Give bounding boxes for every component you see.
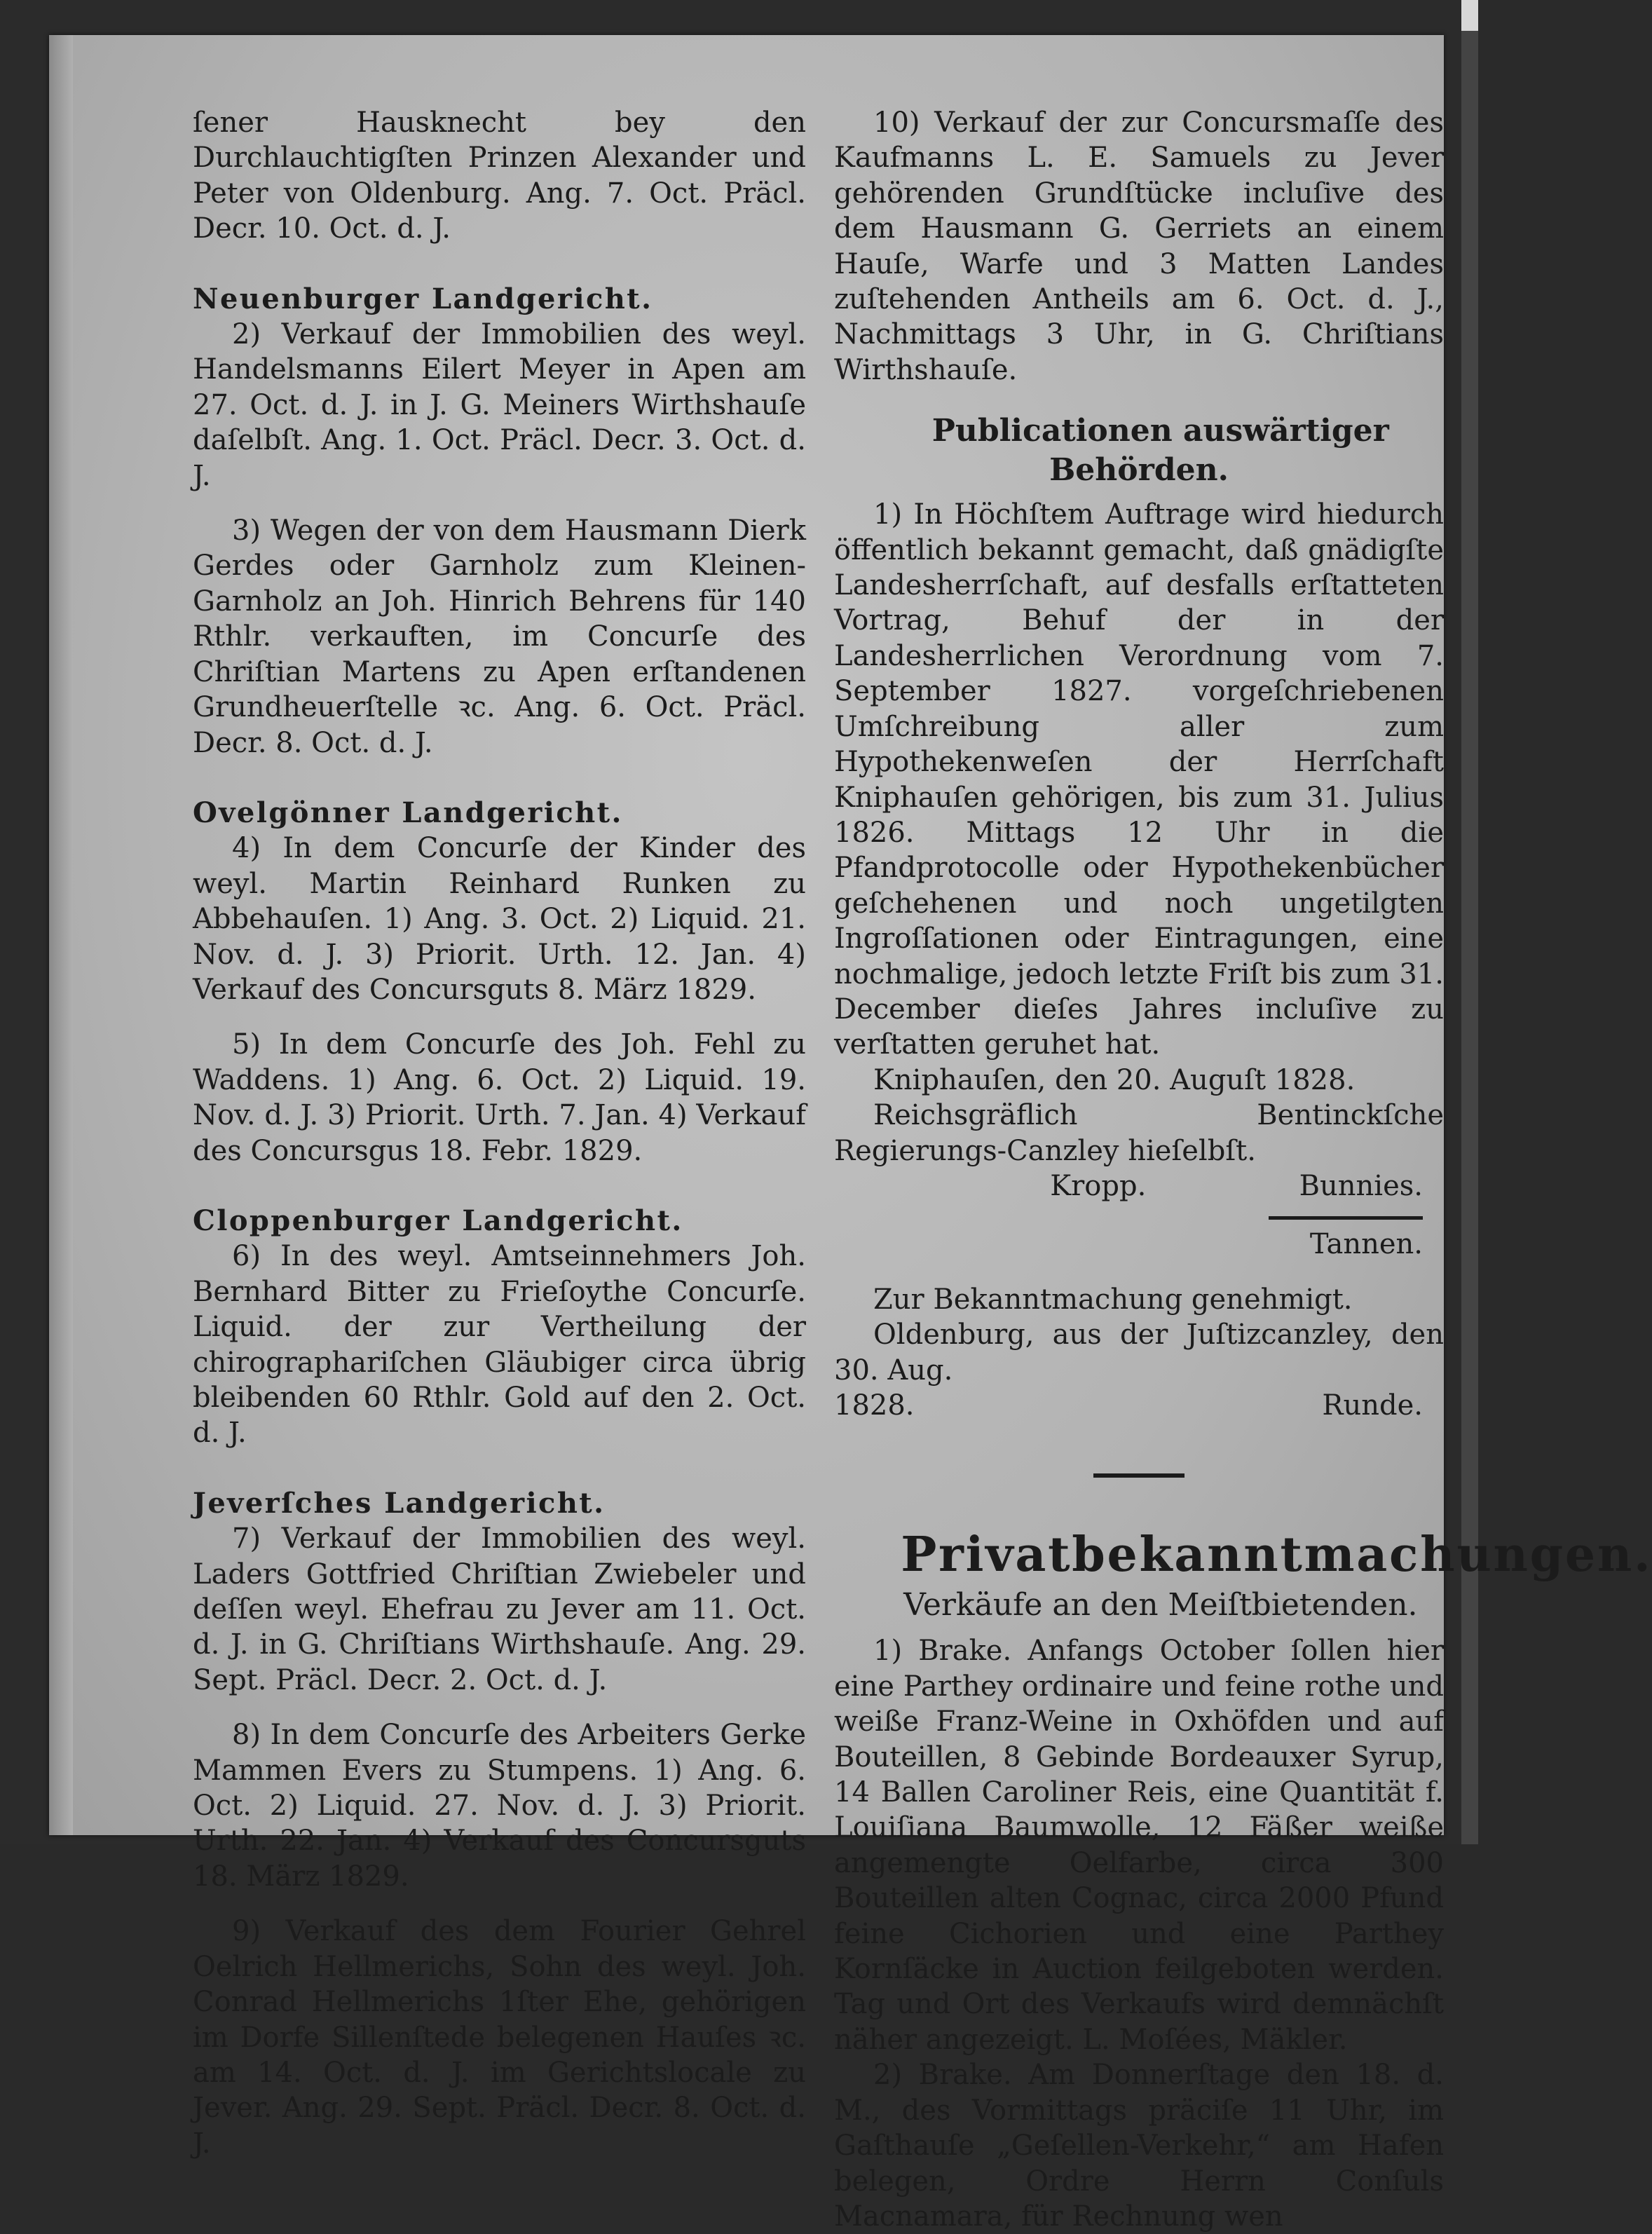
signer-bunnies: Bunnies. <box>1299 1169 1423 1202</box>
paragraph-2: 2) Verkauf der Immobilien des weyl. Handelsmanns Eilert Meyer in Apen am 27. Oct. d. J. in J. G. Meiners Wirthshauſe daſelbſt. Ang. 1. Oct. Präcl. Decr. 3. Oct. d. J. <box>193 318 806 492</box>
signature-rule <box>1269 1216 1423 1220</box>
paragraph-7: 7) Verkauf der Immobilien des weyl. Laders Gottfried Chriſtian Zwiebeler und deſſen weyl. Ehefrau zu Jever am 11. Oct. d. J. in G. Chriſtians Wirthshauſe. Ang. 29. Sept. Präcl. Decr. 2. Oct. d. J. <box>193 1523 806 1696</box>
private-announcements-heading: Privatbekanntmachungen. <box>901 1527 1652 1583</box>
private-paragraph-1: 1) Brake. Anfangs October ſollen hier eine Parthey ordinaire und feine rothe und weiße Franz-Weine in Oxhöfden und auf Bouteillen, 8 Gebinde Bordeauxer Syrup, 14 Ballen Caroliner Reis, eine Quantität f. Louiſiana Baumwolle, 12 Fäßer weiße angemengte Oelfarbe, circa 300 Bouteillen alten Cognac, circa 2000 Pfund feine Cichorien und eine Parthey Kornſäcke in Auction feilgeboten werden. Tag und Ort des Verkaufs wird demnächſt näher angezeigt. L. Moſées, Mäkler. <box>834 1635 1444 2056</box>
paragraph-5: 5) In dem Concurſe des Joh. Fehl zu Waddens. 1) Ang. 6. Oct. 2) Liquid. 19. Nov. d. J. 3) Priorit. Urth. 7. Jan. 4) Verkauf des Concursgus 18. Febr. 1829. <box>193 1028 806 1167</box>
paragraph-3: 3) Wegen der von dem Hausmann Dierk Gerdes oder Garnholz zum Kleinen-Garnholz an Joh. Hinrich Behrens für 140 Rthlr. verkauften, im Concurſe des Chriſtian Martens zu Apen erſtandenen Grundheuerſtelle ꝛc. Ang. 6. Oct. Präcl. Decr. 8. Oct. d. J. <box>193 515 806 759</box>
paper-binding-edge <box>49 35 73 1835</box>
signer-tannen: Tannen. <box>1309 1228 1423 1261</box>
publication-paragraph: 1) In Höchſtem Auftrage wird hiedurch öffentlich bekannt gemacht, daß gnädigſte Landesherrſchaft, auf desfalls erſtatteten Vortrag, Behuf der in der Landesherrlichen Verordnung vom 7. September 1827. vorgeſchriebenen Umſchreibung aller zum Hypothekenweſen der Herrſchaft Kniphauſen gehörigen, bis zum 31. Julius 1826. Mittags 12 Uhr in die Pfandprotocolle oder Hypothekenbücher geſchehenen und noch ungetilgten Ingroſſationen oder Eintragungen, eine nochmalige, jedoch letzte Friſt bis zum 31. December dieſes Jahres incluſive zu verſtatten geruhet hat. <box>834 498 1444 1061</box>
paragraph-8: 8) In dem Concurſe des Arbeiters Gerke Mammen Evers zu Stumpens. 1) Ang. 6. Oct. 2) Liquid. 27. Nov. d. J. 3) Priorit. Urth. 22. Jan. 4) Verkauf des Concursguts 18. März 1829. <box>193 1719 806 1893</box>
sales-subheading: Verkäufe an den Meiſtbietenden. <box>903 1587 1418 1623</box>
publications-heading: Publicationen auswärtiger Behörden. <box>931 413 1389 489</box>
section-heading-cloppenburg: Cloppenburger Landgericht. <box>193 1204 683 1237</box>
approval-note: Zur Bekanntmachung genehmigt. <box>873 1283 1353 1316</box>
signature-line <box>834 1169 1444 1204</box>
paragraph-continued: ſener Hausknecht bey den Durchlauchtigſten Prinzen Alexander und Peter von Oldenburg. Ang. 7. Oct. Präcl. Decr. 10. Oct. d. J. <box>193 107 806 245</box>
authority-line: Reichsgräflich Bentinckſche Regierungs-Canzley hieſelbſt. <box>834 1099 1444 1167</box>
approval-signer: Runde. <box>1322 1389 1423 1422</box>
paragraph-9: 9) Verkauf des dem Fourier Gehrel Oelrich Hellmerichs, Sohn des weyl. Joh. Conrad Hellmerichs 1ſter Ehe, gehörigen im Dorfe Sillenſtede belegenen Hauſes ꝛc. am 14. Oct. d. J. im Gerichtslocale zu Jever. Ang. 29. Sept. Präcl. Decr. 8. Oct. d. J. <box>193 1915 806 2160</box>
section-heading-ovelgoenne: Ovelgönner Landgericht. <box>193 796 623 829</box>
section-heading-jever: Jeverſches Landgericht. <box>193 1486 606 1520</box>
paragraph-4: 4) In dem Concurſe der Kinder des weyl. Martin Reinhard Runken zu Abbehauſen. 1) Ang. 3. Oct. 2) Liquid. 21. Nov. d. J. 3) Priorit. Urth. 12. Jan. 4) Verkauf des Concursguts 8. März 1829. <box>193 832 806 1006</box>
left-column <box>193 105 806 2161</box>
paragraph-10: 10) Verkauf der zur Concursmaſſe des Kaufmanns L. E. Samuels zu Jever gehörenden Grundſtücke incluſive des dem Hausmann G. Gerriets an einem Hauſe, Warfe und 3 Matten Landes zuſtehenden Antheils am 6. Oct. d. J., Nachmittags 3 Uhr, in G. Chriſtians Wirthshauſe. <box>834 107 1444 386</box>
right-column <box>834 105 1652 2234</box>
private-paragraph-2: 2) Brake. Am Donnerſtage den 18. d. M., des Vormittags präciſe 11 Uhr, im Gaſthauſe „Geſellen-Verkehr,“ am Hafen belegen, Ordre Herrn Conſuls Macnamara, für Rechnung wen <box>834 2059 1444 2233</box>
section-divider <box>1093 1473 1185 1478</box>
approval-year: 1828. <box>834 1389 915 1422</box>
approval-place: Oldenburg, aus der Juſtizcanzley, den 30. Aug. <box>834 1319 1444 1387</box>
place-date: Kniphauſen, den 20. Auguſt 1828. <box>873 1063 1356 1096</box>
signer-kropp: Kropp. <box>1050 1169 1147 1202</box>
approval-signature-line <box>834 1388 1444 1423</box>
section-heading-neuenburg: Neuenburger Landgericht. <box>193 282 653 315</box>
paragraph-6: 6) In des weyl. Amtseinnehmers Joh. Bernhard Bitter zu Frieſoythe Concurſe. Liquid. der zur Vertheilung der chirographariſchen Gläubiger circa übrig bleibenden 60 Rthlr. Gold auf den 2. Oct. d. J. <box>193 1240 806 1450</box>
scanner-notch <box>1461 0 1478 31</box>
